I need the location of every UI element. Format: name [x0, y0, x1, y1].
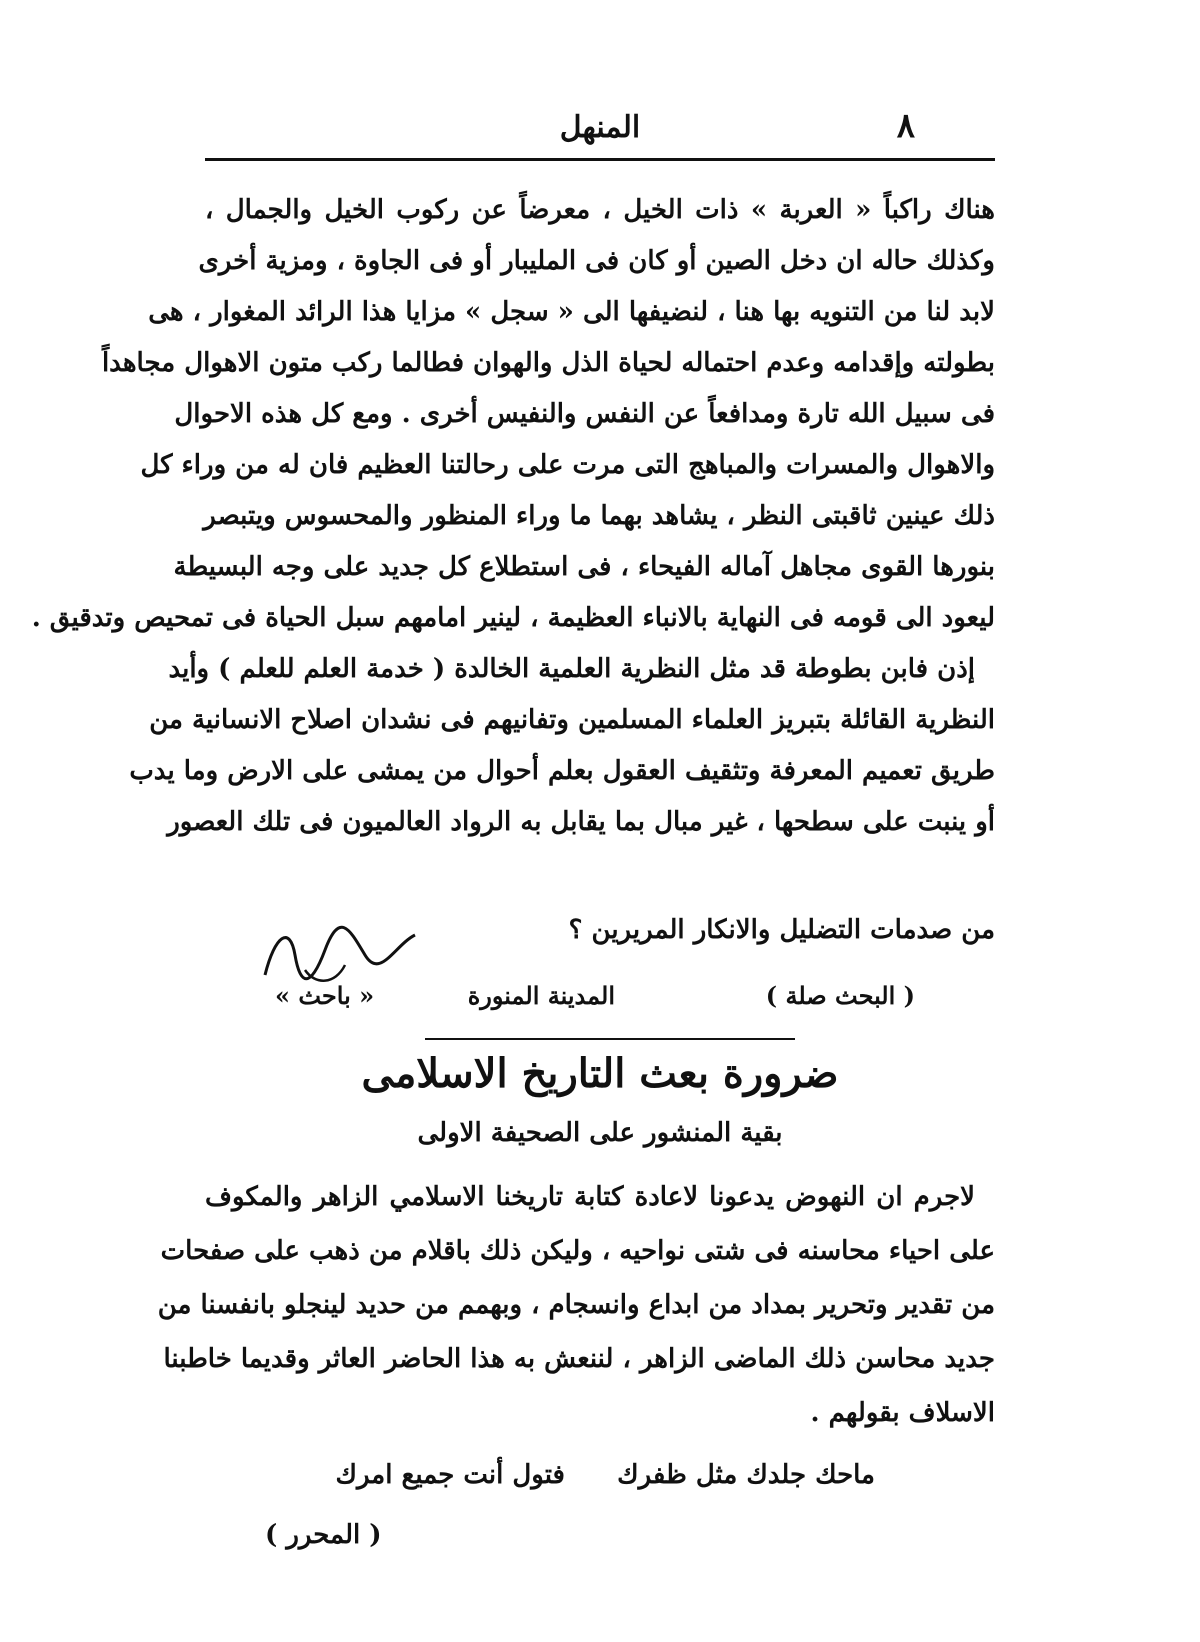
- text-line: وكذلك حاله ان دخل الصين أو كان فى المليبار أو فى الجاوة ، ومزية أخرى: [198, 246, 995, 276]
- continuation-note: ( البحث صلة ): [765, 981, 915, 1010]
- page-number: ٨: [896, 106, 915, 146]
- author-label: « باحث »: [275, 981, 375, 1010]
- text-line: هناك راكباً « العربة » ذات الخيل ، معرضاً عن ركوب الخيل والجمال ،: [205, 195, 995, 225]
- first-article-closing: [205, 915, 995, 1025]
- text-line: طريق تعميم المعرفة وتثقيف العقول بعلم أحوال من يمشى على الارض وما يدب: [129, 756, 995, 786]
- verse-hemistich-first: ماحك جلدك مثل ظفرك: [617, 1460, 875, 1490]
- text-line: النظرية القائلة بتبريز العلماء المسلمين وتفانيهم فى نشدان اصلاح الانسانية من: [149, 705, 995, 735]
- text-line: على احياء محاسنه فى شتى نواحيه ، وليكن ذلك باقلام من ذهب على صفحات: [160, 1236, 995, 1266]
- section-divider: [425, 1038, 795, 1040]
- place-label: المدينة المنورة: [467, 981, 615, 1010]
- first-article-body: [31, 185, 995, 848]
- poetry-verse: [205, 1460, 995, 1510]
- text-line: والاهوال والمسرات والمباهج التى مرت على رحالتنا العظيم فان له من وراء كل: [140, 450, 995, 480]
- text-line: ليعود الى قومه فى النهاية بالانباء العظيمة ، لينير امامهم سبل الحياة فى تمحيص وتدقيق .: [31, 603, 995, 633]
- second-article-body: [157, 1170, 995, 1440]
- text-line: من تقدير وتحرير بمداد من ابداع وانسجام ، وبهمم من حديد لينجلو بانفسنا من: [157, 1290, 995, 1320]
- text-line: لاجرم ان النهوض يدعونا لاعادة كتابة تاريخنا الاسلامي الزاهر والمكوف: [205, 1182, 975, 1212]
- editor-signature: [205, 1520, 995, 1570]
- running-title: المنهل: [559, 110, 641, 145]
- text-line: لابد لنا من التنويه بها هنا ، لنضيفها الى « سجل » مزايا هذا الرائد المغوار ، هى: [148, 297, 995, 327]
- attribution-row: [205, 981, 995, 1021]
- verse-hemistich-second: فتول أنت جميع امرك: [335, 1460, 565, 1490]
- text-line: بطولته وإقدامه وعدم احتماله لحياة الذل والهوان فطالما ركب متون الاهوال مجاهداً: [101, 348, 995, 378]
- text-line: جديد محاسن ذلك الماضى الزاهر ، لننعش به هذا الحاضر العاثر وقديما خاطبنا: [163, 1344, 995, 1374]
- header-divider: [205, 158, 995, 161]
- text-line: بنورها القوى مجاهل آماله الفيحاء ، فى استطلاع كل جديد على وجه البسيطة: [173, 552, 995, 582]
- article-subtitle: بقية المنشور على الصحيفة الاولى: [417, 1118, 783, 1148]
- text-line: فى سبيل الله تارة ومدافعاً عن النفس والنفيس أخرى . ومع كل هذه الاحوال: [174, 399, 995, 429]
- article-title: ضرورة بعث التاريخ الاسلامى: [361, 1050, 839, 1097]
- editor-label: ( المحرر ): [265, 1520, 382, 1550]
- text-line: إذن فابن بطوطة قد مثل النظرية العلمية الخالدة ( خدمة العلم للعلم ) وأيد: [168, 654, 975, 684]
- closing-line: من صدمات التضليل والانكار المريرين ؟: [568, 915, 995, 945]
- text-line: ذلك عينين ثاقبتى النظر ، يشاهد بهما ما وراء المنظور والمحسوس ويتبصر: [203, 501, 995, 531]
- text-line: أو ينبت على سطحها ، غير مبال بما يقابل به الرواد العالميون فى تلك العصور: [167, 807, 995, 837]
- text-line: الاسلاف بقولهم .: [810, 1398, 995, 1428]
- page-header: [205, 100, 995, 160]
